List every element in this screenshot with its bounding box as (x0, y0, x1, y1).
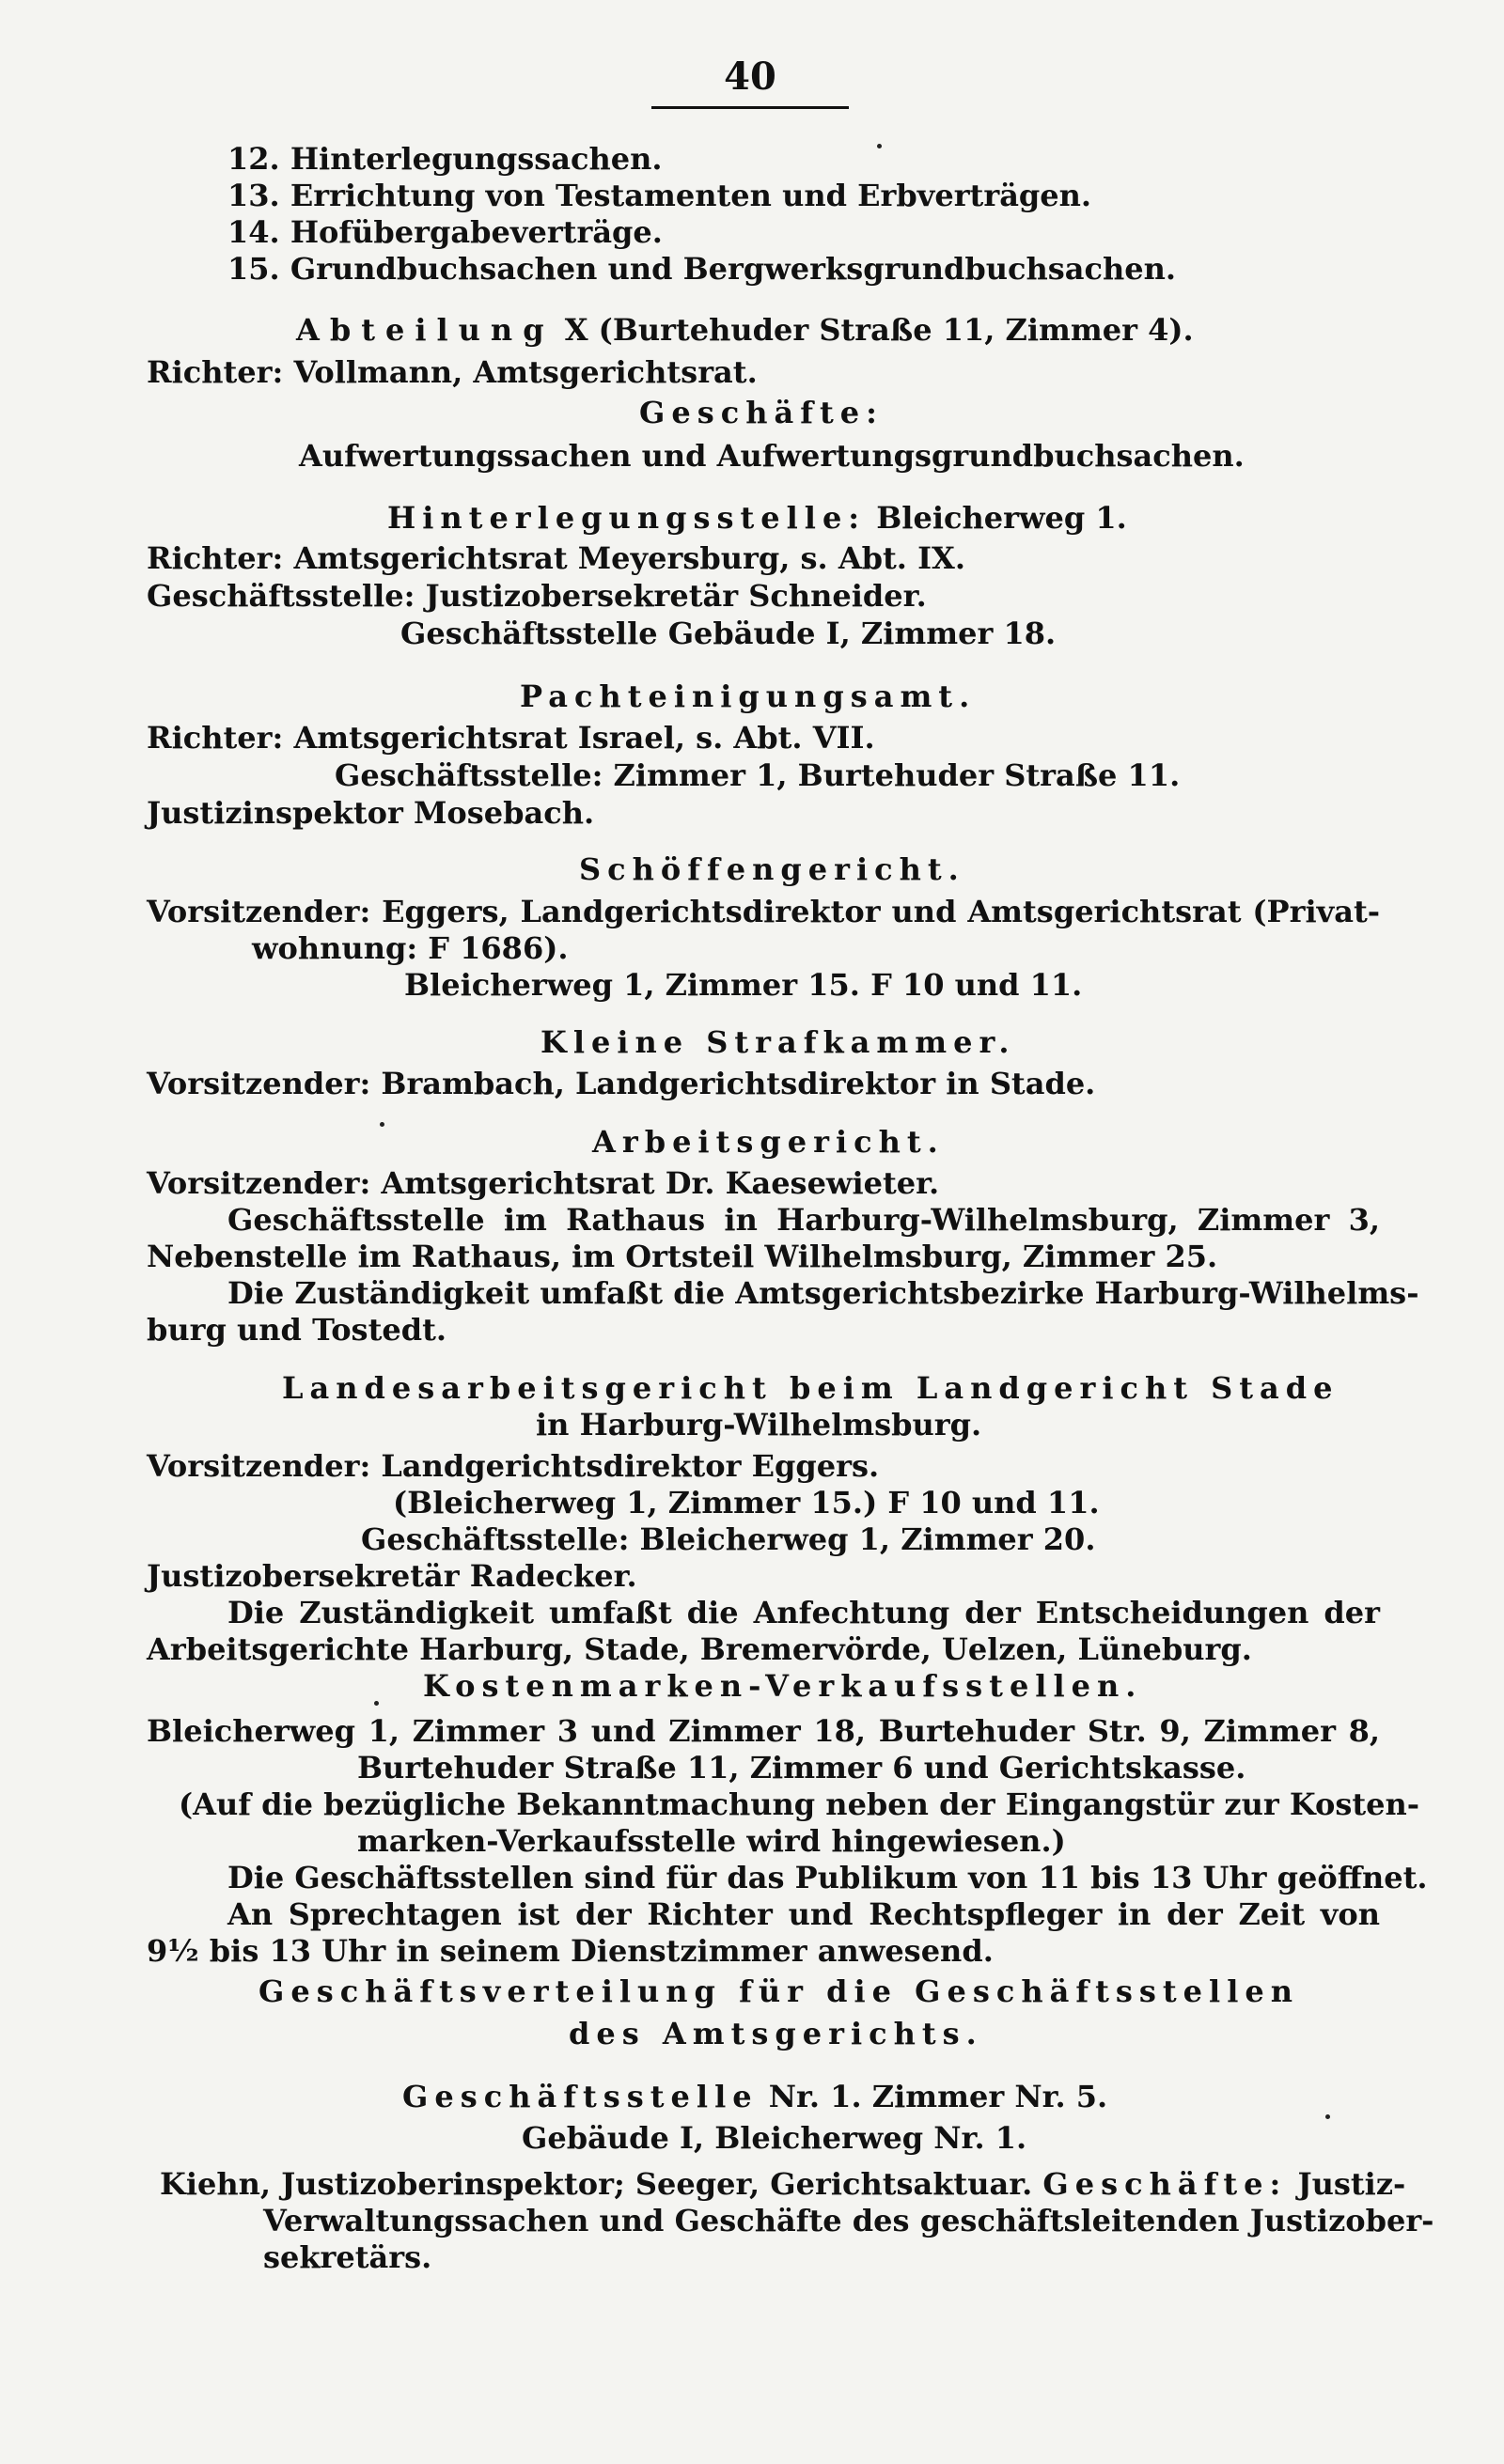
print-mark (1325, 2114, 1330, 2119)
heading-rest: X (Burtehuder Straße 11, Zimmer 4). (554, 312, 1194, 348)
jurisdiction-line: Die Zuständigkeit umfaßt die Anfechtung der Entscheidungen der (227, 1595, 1380, 1630)
chair-line: Vorsitzender: Amtsgerichtsrat Dr. Kaesewieter. (147, 1165, 940, 1201)
section-heading: Kostenmarken-Verkaufsstellen. (423, 1668, 1143, 1704)
section-heading: Pachteinigungsamt. (520, 678, 977, 714)
building-line: Geschäftsstelle Gebäude I, Zimmer 18. (400, 616, 1057, 651)
judge-line: Richter: Vollmann, Amtsgerichtsrat. (147, 354, 758, 390)
heading-spaced-word: Hinterlegungsstelle: (387, 500, 867, 536)
staff-names: Kiehn, Justizoberinspektor; Seeger, Gerichtsaktuar. (160, 2166, 1043, 2202)
jurisdiction-line: Arbeitsgerichte Harburg, Stade, Bremervörde, Uelzen, Lüneburg. (147, 1631, 1252, 1667)
section-heading: Geschäftsverteilung für die Geschäftsstellen (258, 1973, 1299, 2009)
location-line: Burtehuder Straße 11, Zimmer 6 und Gerichtskasse. (357, 1750, 1246, 1786)
location-line: Bleicherweg 1, Zimmer 3 und Zimmer 18, Burtehuder Str. 9, Zimmer 8, (147, 1713, 1380, 1749)
hours-line: Die Geschäftsstellen sind für das Publikum von 11 bis 13 Uhr geöffnet. (227, 1860, 1428, 1895)
heading-rest: Nr. 1. Zimmer Nr. 5. (758, 2079, 1108, 2114)
print-mark (374, 1701, 379, 1706)
business-line: Aufwertungssachen und Aufwertungsgrundbuchsachen. (299, 438, 1245, 474)
staff-line (160, 2166, 1405, 2202)
list-item: 12. Hinterlegungssachen. (227, 141, 663, 177)
list-item: 13. Errichtung von Testamenten und Erbverträgen. (227, 178, 1092, 213)
jurisdiction-line: burg und Tostedt. (147, 1312, 446, 1348)
room-line: Bleicherweg 1, Zimmer 15. F 10 und 11. (404, 967, 1083, 1003)
business-heading: Geschäfte: (639, 395, 884, 430)
inspector-line: Justizinspektor Mosebach. (147, 795, 595, 831)
list-item: 15. Grundbuchsachen und Bergwerksgrundbuchsachen. (227, 251, 1176, 287)
section-heading: Landesarbeitsgericht beim Landgericht Stade (282, 1370, 1340, 1406)
office-heading (402, 2079, 1107, 2114)
section-heading: Arbeitsgericht. (592, 1124, 945, 1160)
section-subheading: in Harburg-Wilhelmsburg. (536, 1407, 982, 1443)
business-label: Geschäfte: (1042, 2166, 1288, 2202)
print-mark (877, 144, 882, 148)
office-line: Geschäftsstelle: Zimmer 1, Burtehuder Straße 11. (335, 757, 1181, 793)
section-heading (387, 500, 1127, 536)
section-heading (296, 312, 1194, 348)
office-line: Geschäftsstelle: Justizobersekretär Schneider. (147, 578, 927, 614)
secretary-line: Justizobersekretär Radecker. (147, 1558, 637, 1594)
list-item: 14. Hofübergabeverträge. (227, 214, 663, 250)
section-heading: Schöffengericht. (579, 851, 965, 887)
office-line: Geschäftsstelle im Rathaus in Harburg-Wilhelmsburg, Zimmer 3, (227, 1202, 1380, 1238)
staff-line: sekretärs. (263, 2239, 432, 2275)
office-line: Nebenstelle im Rathaus, im Ortsteil Wilhelmsburg, Zimmer 25. (147, 1239, 1218, 1274)
office-line: Geschäftsstelle: Bleicherweg 1, Zimmer 20. (361, 1521, 1096, 1557)
note-line: (Auf die bezügliche Bekanntmachung neben der Eingangstür zur Kosten- (179, 1786, 1420, 1822)
print-mark (380, 1122, 384, 1127)
heading-spaced-word: Geschäftsstelle (402, 2079, 759, 2114)
room-line: (Bleicherweg 1, Zimmer 15.) F 10 und 11. (393, 1485, 1100, 1521)
chair-line: Vorsitzender: Landgerichtsdirektor Eggers. (147, 1448, 880, 1484)
jurisdiction-line: Die Zuständigkeit umfaßt die Amtsgerichtsbezirke Harburg-Wilhelms- (227, 1275, 1419, 1311)
section-subheading: des Amtsgerichts. (569, 2016, 983, 2051)
staff-line: Verwaltungssachen und Geschäfte des geschäftsleitenden Justizober- (263, 2203, 1434, 2238)
chair-line: Vorsitzender: Eggers, Landgerichtsdirektor und Amtsgerichtsrat (Privat- (147, 894, 1380, 929)
judge-line: Richter: Amtsgerichtsrat Israel, s. Abt. VII. (147, 720, 875, 756)
judge-line: Richter: Amtsgerichtsrat Meyersburg, s. Abt. IX. (147, 540, 966, 576)
hours-line: 9½ bis 13 Uhr in seinem Dienstzimmer anwesend. (147, 1933, 994, 1969)
page-number: 40 (651, 55, 849, 109)
section-heading: Kleine Strafkammer. (540, 1024, 1016, 1060)
staff-rest: Justiz- (1287, 2166, 1406, 2202)
building-line: Gebäude I, Bleicherweg Nr. 1. (522, 2120, 1027, 2156)
chair-line: wohnung: F 1686). (252, 930, 569, 966)
heading-rest: Bleicherweg 1. (866, 500, 1127, 536)
chair-line: Vorsitzender: Brambach, Landgerichtsdirektor in Stade. (147, 1066, 1096, 1101)
note-line: marken-Verkaufsstelle wird hingewiesen.) (357, 1823, 1066, 1859)
hours-line: An Sprechtagen ist der Richter und Rechtspfleger in der Zeit von (227, 1896, 1380, 1932)
heading-spaced-word: Abteilung (296, 312, 555, 348)
